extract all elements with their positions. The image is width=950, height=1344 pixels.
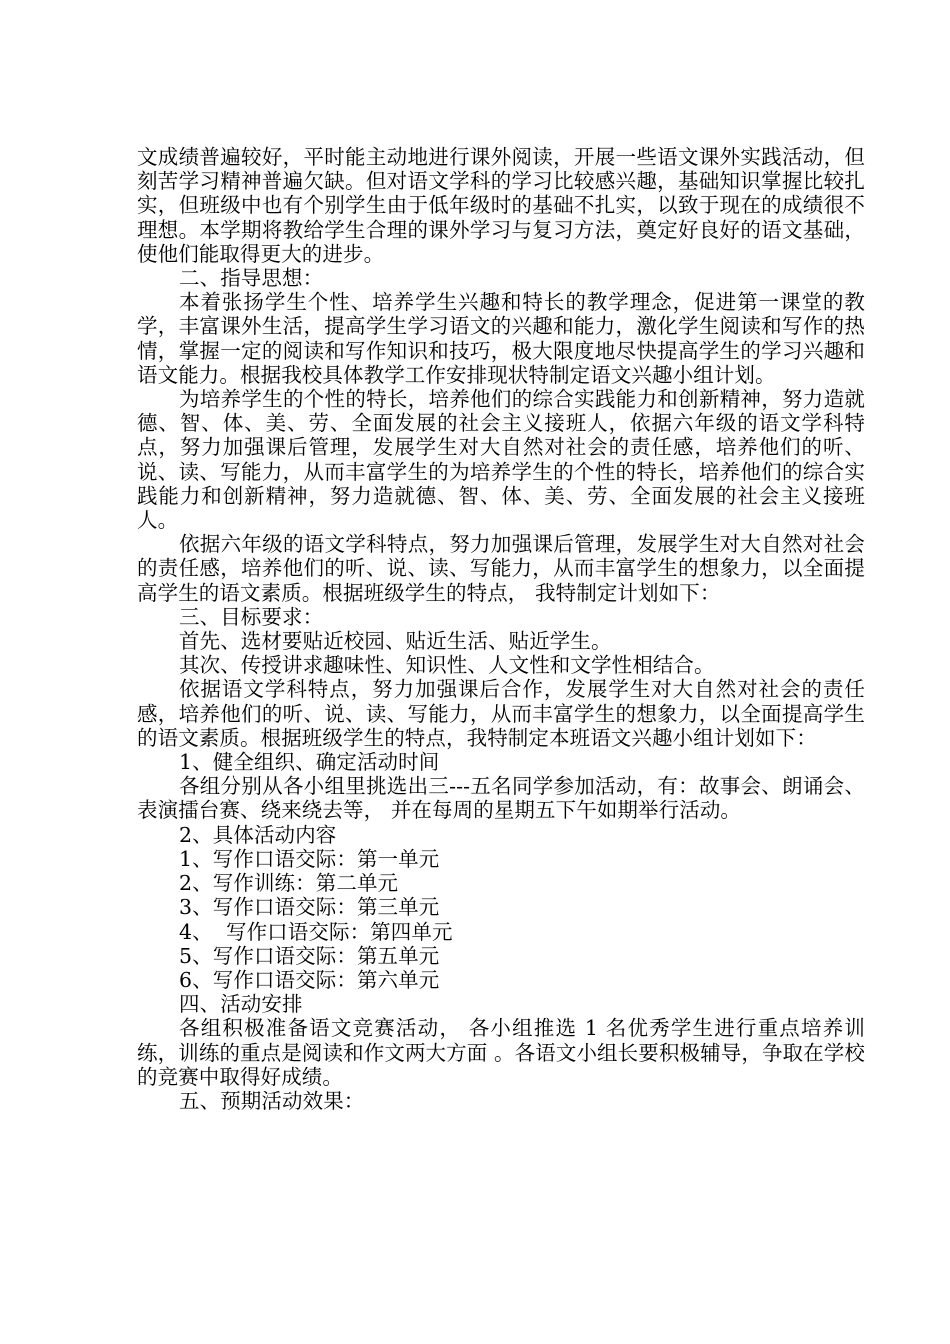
heading-organization: 1、健全组织、确定活动时间 <box>179 750 440 775</box>
list-item-unit-1: 1、写作口语交际：第一单元 <box>179 846 440 871</box>
paragraph-guiding-ideology: 本着张扬学生个性、培养学生兴趣和特长的教学理念，促进第一课堂的教学，丰富课外生活，提高学生学习语文的兴趣和能力，激化学生阅读和写作的热情，掌握一定的阅读和写作知识和技巧，极大限度地尽快提高学生的学习兴趣和语文能力。根据我校具体教学工作安排现状特制定语文兴趣小组计划。 <box>137 290 865 387</box>
paragraph-activity-arrangement: 各组积极准备语文竞赛活动， 各小组推选 1 名优秀学生进行重点培养训练，训练的重点是阅读和作文两大方面 。各语文小组长要积极辅导，争取在学校的竞赛中取得好成绩。 <box>137 1016 865 1089</box>
heading-expected-effect: 五、预期活动效果： <box>179 1088 365 1113</box>
paragraph-cultivate-personality: 为培养学生的个性的特长，培养他们的综合实践能力和创新精神，努力造就德、智、体、美、劳、全面发展的社会主义接班人，依据六年级的语文学科特点，努力加强课后管理，发展学生对大自然对社会的责任感，培养他们的听、说、读、写能力，从而丰富学生的为培养学生的个性的特长，培养他们的综合实践能力和创新精神，努力造就德、智、体、美、劳、全面发展的社会主义接班人。 <box>137 387 865 533</box>
paragraph-class-situation: 文成绩普遍较好，平时能主动地进行课外阅读，开展一些语文课外实践活动，但刻苦学习精神普遍欠缺。但对语文学科的学习比较感兴趣，基础知识掌握比较扎实，但班级中也有个别学生由于低年级时的基础不扎实，以致于现在的成绩很不理想。本学期将教给学生合理的课外学习与复习方法，奠定好良好的语文基础， 使他们能取得更大的进步。 <box>137 145 865 266</box>
list-item-first: 首先、选材要贴近校园、贴近生活、贴近学生。 <box>179 629 612 654</box>
list-item-unit-5: 5、写作口语交际：第五单元 <box>179 943 440 968</box>
list-item-unit-2: 2、写作训练：第二单元 <box>179 871 399 896</box>
list-item-unit-6: 6、写作口语交际：第六单元 <box>179 967 440 992</box>
paragraph-grade-six-features: 依据六年级的语文学科特点，努力加强课后管理，发展学生对大自然对社会的责任感，培养他们的听、说、读、写能力，从而丰富学生的想象力，以全面提高学生的语文素质。根据班级学生的特点， 我特制定计划如下： <box>137 532 865 605</box>
heading-target-requirements: 三、目标要求： <box>179 604 324 629</box>
paragraph-organization: 各组分别从各小组里挑选出三---五名同学参加活动，有：故事会、朗诵会、表演擂台赛、绕来绕去等， 并在每周的星期五下午如期举行活动。 <box>137 774 865 823</box>
list-item-unit-4: 4、 写作口语交际：第四单元 <box>179 919 453 944</box>
paragraph-subject-features: 依据语文学科特点，努力加强课后合作，发展学生对大自然对社会的责任感，培养他们的听、说、读、写能力，从而丰富学生的想象力，以全面提高学生的语文素质。根据班级学生的特点，我特制定本班语文兴趣小组计划如下： <box>137 677 865 750</box>
list-item-unit-3: 3、写作口语交际：第三单元 <box>179 895 440 920</box>
heading-guiding-ideology: 二、指导思想： <box>179 266 324 291</box>
heading-activity-arrangement: 四、活动安排 <box>179 992 303 1017</box>
document-body <box>137 145 865 1113</box>
list-item-second: 其次、传授讲求趣味性、知识性、人文性和文学性相结合。 <box>179 653 715 678</box>
heading-activity-content: 2、具体活动内容 <box>179 822 337 847</box>
